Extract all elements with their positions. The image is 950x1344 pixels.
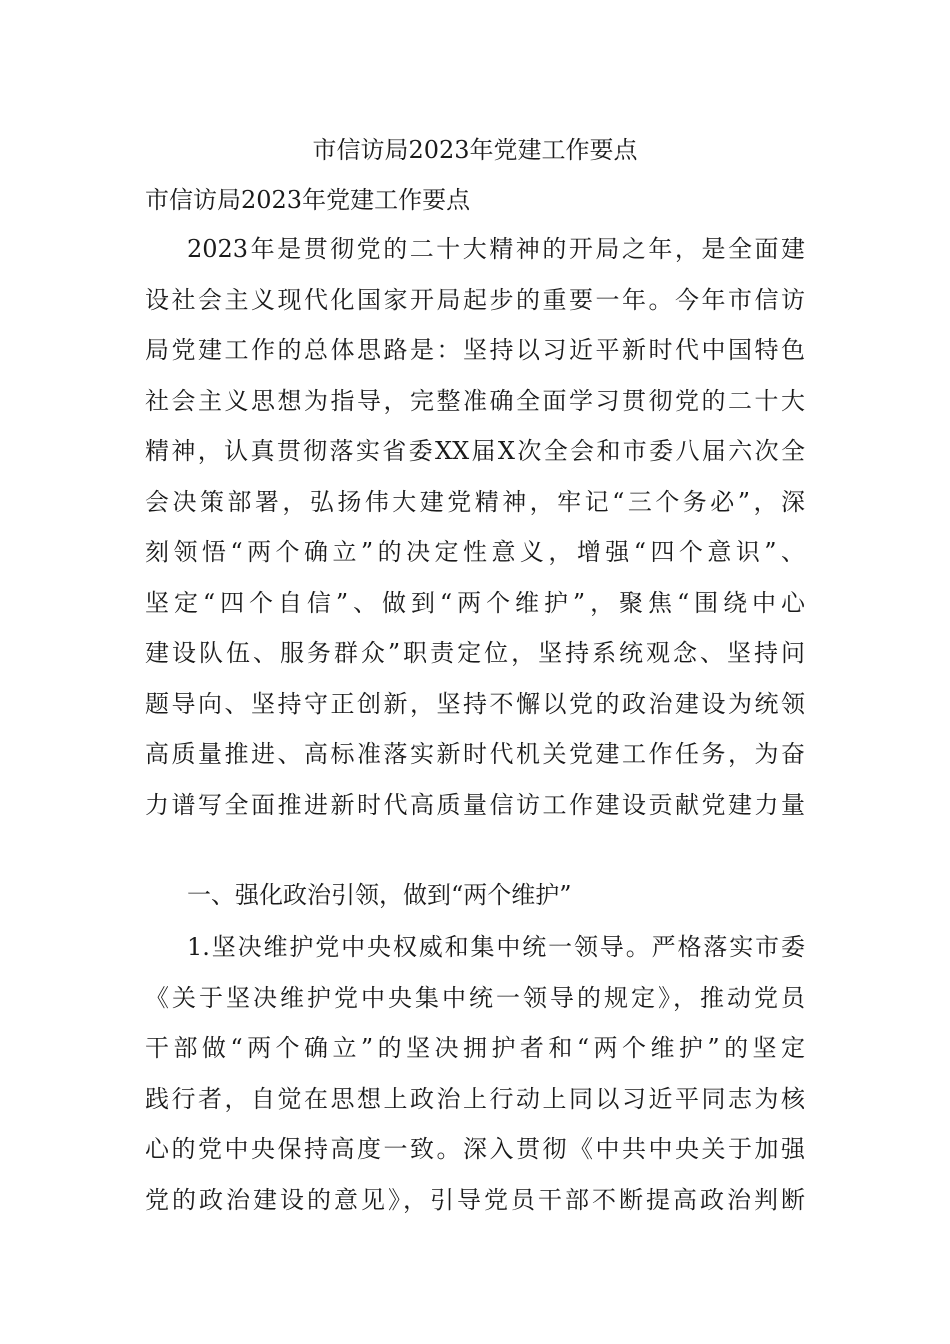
paragraph-line: 2023年是贯彻党的二十大精神的开局之年，是全面建 bbox=[187, 235, 805, 263]
paragraph-line: 1.坚决维护党中央权威和集中统一领导。严格落实市委 bbox=[187, 933, 805, 961]
item1-paragraph bbox=[145, 922, 805, 1225]
intro-paragraph bbox=[145, 224, 805, 830]
paragraph-line: 精神，认真贯彻落实省委XX届X次全会和市委八届六次全 bbox=[145, 437, 805, 465]
paragraph-line: 局党建工作的总体思路是：坚持以习近平新时代中国特色 bbox=[145, 336, 805, 364]
paragraph-line: 《关于坚决维护党中央集中统一领导的规定》，推动党员 bbox=[145, 983, 805, 1012]
paragraph-line: 坚定“四个自信”、做到“两个维护”，聚焦“围绕中心 bbox=[145, 588, 805, 617]
paragraph-line: 设社会主义现代化国家开局起步的重要一年。今年市信访 bbox=[145, 285, 805, 314]
paragraph-line: 高质量推进、高标准落实新时代机关党建工作任务，为奋 bbox=[145, 740, 805, 768]
paragraph-line: 刻领悟“两个确立”的决定性意义，增强“四个意识”、 bbox=[145, 538, 805, 566]
paragraph-line: 践行者，自觉在思想上政治上行动上同以习近平同志为核 bbox=[145, 1084, 805, 1113]
section-heading-block bbox=[145, 870, 805, 921]
document-title: 市信访局2023年党建工作要点 bbox=[312, 136, 638, 164]
section-heading: 一、强化政治引领，做到“两个维护” bbox=[187, 881, 572, 909]
paragraph-line: 心的党中央保持高度一致。深入贯彻《中共中央关于加强 bbox=[145, 1135, 805, 1163]
paragraph-line: 建设队伍、服务群众”职责定位，坚持系统观念、坚持问 bbox=[145, 639, 805, 667]
paragraph-line: 力谱写全面推进新时代高质量信访工作建设贡献党建力量 bbox=[145, 790, 805, 819]
paragraph-line: 社会主义思想为指导，完整准确全面学习贯彻党的二十大 bbox=[145, 386, 805, 415]
document-subtitle: 市信访局2023年党建工作要点 bbox=[145, 186, 471, 214]
paragraph-line: 会决策部署，弘扬伟大建党精神，牢记“三个务必”，深 bbox=[145, 487, 805, 516]
paragraph-line: 党的政治建设的意见》，引导党员干部不断提高政治判断 bbox=[145, 1185, 805, 1214]
paragraph-line: 题导向、坚持守正创新，坚持不懈以党的政治建设为统领 bbox=[145, 689, 805, 718]
paragraph-line: 干部做“两个确立”的坚决拥护者和“两个维护”的坚定 bbox=[145, 1034, 805, 1062]
